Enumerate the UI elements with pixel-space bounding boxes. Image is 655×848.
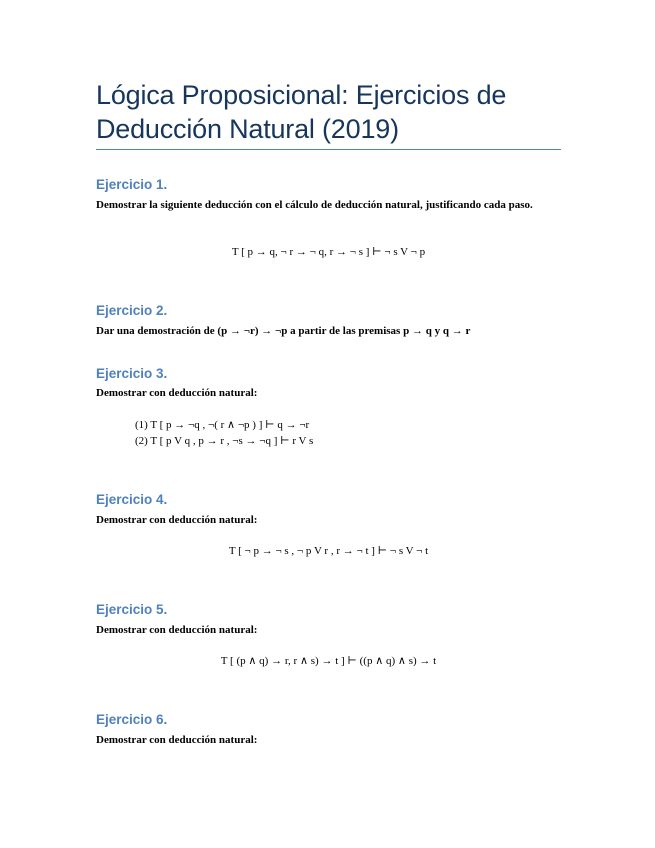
title-underline — [96, 149, 561, 150]
exercise-2-text: Dar una demostración de (p → ¬r) → ¬p a partir de las premisas p → q y q → r — [96, 325, 471, 337]
exercise-6-text: Demostrar con deducción natural: — [96, 734, 258, 746]
exercise-2-heading: Ejercicio 2. — [96, 303, 168, 318]
exercise-3-text: Demostrar con deducción natural: — [96, 387, 258, 399]
exercise-3-formula-2: (2) T [ p V q , p → r , ¬s → ¬q ] ⊢ r V s — [135, 435, 314, 447]
exercise-5-text: Demostrar con deducción natural: — [96, 624, 258, 636]
exercise-4-formula: T [ ¬ p → ¬ s , ¬ p V r , r → ¬ t ] ⊢ ¬ s V ¬ t — [228, 545, 429, 557]
page-title: Lógica Proposicional: Ejercicios de Deducción Natural (2019) — [96, 80, 507, 144]
exercise-1-text: Demostrar la siguiente deducción con el cálculo de deducción natural, justificando cada paso. — [96, 199, 533, 211]
exercise-1-formula: T [ p → q, ¬ r → ¬ q, r → ¬ s ] ⊢ ¬ s V ¬ p — [231, 246, 426, 258]
exercise-3-heading: Ejercicio 3. — [96, 366, 168, 381]
exercise-5-heading: Ejercicio 5. — [96, 602, 168, 617]
exercise-4-text: Demostrar con deducción natural: — [96, 514, 258, 526]
exercise-3-formula-1: (1) T [ p → ¬q , ¬( r ∧ ¬p ) ] ⊢ q → ¬r — [135, 419, 310, 431]
exercise-6-heading: Ejercicio 6. — [96, 712, 168, 727]
exercise-5-formula: T [ (p ∧ q) → r, r ∧ s) → t ] ⊢ ((p ∧ q) ∧ s) → t — [220, 655, 437, 667]
exercise-4-heading: Ejercicio 4. — [96, 492, 168, 507]
exercise-1-heading: Ejercicio 1. — [96, 177, 168, 192]
